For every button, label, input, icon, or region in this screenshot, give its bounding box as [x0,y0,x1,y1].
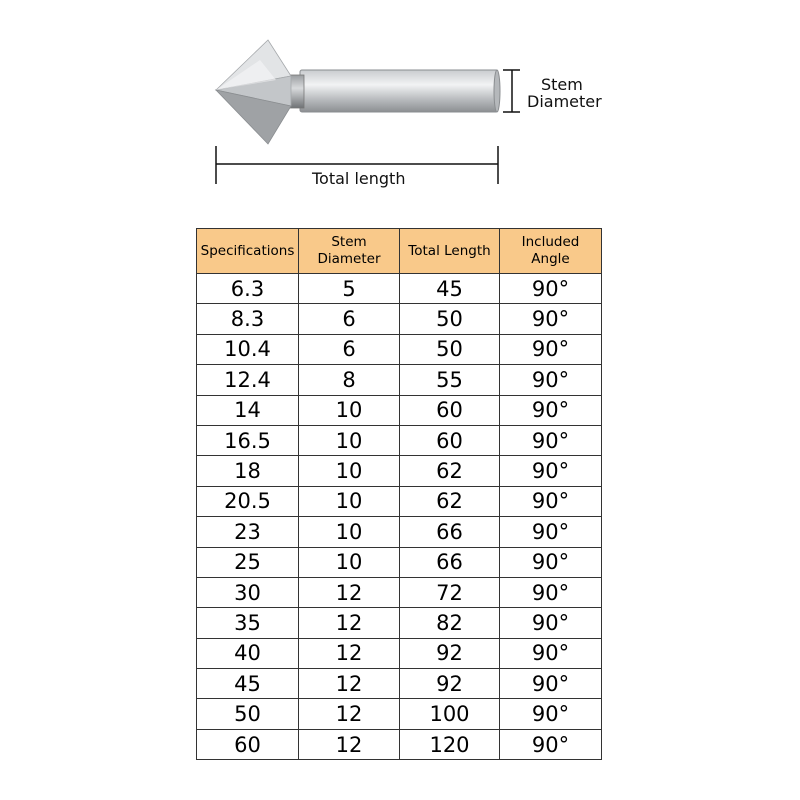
header-stem-diameter: Stem Diameter [299,229,400,274]
stem-diameter-cell: 12 [299,699,400,729]
spec-cell: 10.4 [197,334,299,364]
table-row [197,334,602,364]
stem-diameter-cell: 12 [299,577,400,607]
angle-cell: 90° [500,638,602,668]
spec-cell: 12.4 [197,365,299,395]
total-length-cell: 100 [400,699,500,729]
spec-cell: 23 [197,517,299,547]
total-length-cell: 60 [400,395,500,425]
stem-diameter-cell: 5 [299,274,400,304]
table-row [197,729,602,759]
table-row [197,304,602,334]
total-length-cell: 62 [400,456,500,486]
total-length-cell: 55 [400,365,500,395]
header-included-angle: Included Angle [500,229,602,274]
spec-cell: 6.3 [197,274,299,304]
total-length-cell: 50 [400,304,500,334]
stem-diameter-cell: 12 [299,608,400,638]
angle-cell: 90° [500,517,602,547]
stem-diameter-cell: 10 [299,425,400,455]
table-row [197,517,602,547]
header-specifications: Specifications [197,229,299,274]
angle-cell: 90° [500,577,602,607]
angle-cell: 90° [500,729,602,759]
stem-diameter-cell: 12 [299,729,400,759]
stem-diameter-cell: 10 [299,456,400,486]
angle-cell: 90° [500,425,602,455]
total-length-cell: 45 [400,274,500,304]
spec-cell: 8.3 [197,304,299,334]
table-row [197,456,602,486]
spec-cell: 35 [197,608,299,638]
table-row [197,577,602,607]
countersink-bit-illustration [216,40,500,144]
total-length-cell: 92 [400,669,500,699]
spec-cell: 20.5 [197,486,299,516]
angle-cell: 90° [500,395,602,425]
spec-cell: 40 [197,638,299,668]
stem-diameter-cell: 10 [299,547,400,577]
shank-end [494,70,500,112]
table-row [197,608,602,638]
table-row [197,425,602,455]
angle-cell: 90° [500,669,602,699]
angle-cell: 90° [500,304,602,334]
total-length-dimension [216,146,498,188]
stem-diameter-cell: 12 [299,638,400,668]
table-row [197,547,602,577]
spec-cell: 25 [197,547,299,577]
stem-diameter-dimension [503,70,602,112]
spec-cell: 50 [197,699,299,729]
total-length-label: Total length [312,169,406,188]
total-length-cell: 120 [400,729,500,759]
angle-cell: 90° [500,699,602,729]
spec-cell: 14 [197,395,299,425]
total-length-cell: 66 [400,517,500,547]
table-row [197,274,602,304]
table-row [197,486,602,516]
stem-diameter-cell: 6 [299,304,400,334]
table-header-row [197,229,602,274]
stem-label-line2: Diameter [527,92,602,111]
stem-diameter-cell: 10 [299,517,400,547]
bit-shank [300,70,498,112]
total-length-cell: 92 [400,638,500,668]
angle-cell: 90° [500,456,602,486]
angle-cell: 90° [500,547,602,577]
angle-cell: 90° [500,334,602,364]
table-row [197,699,602,729]
angle-cell: 90° [500,365,602,395]
table-row [197,395,602,425]
stem-diameter-cell: 12 [299,669,400,699]
spec-cell: 18 [197,456,299,486]
total-length-cell: 66 [400,547,500,577]
header-total-length: Total Length [400,229,500,274]
total-length-cell: 60 [400,425,500,455]
total-length-cell: 62 [400,486,500,516]
spec-cell: 30 [197,577,299,607]
specifications-table [196,228,602,760]
angle-cell: 90° [500,274,602,304]
total-length-cell: 72 [400,577,500,607]
angle-cell: 90° [500,608,602,638]
table-row [197,365,602,395]
table-row [197,669,602,699]
stem-diameter-cell: 6 [299,334,400,364]
stem-diameter-cell: 8 [299,365,400,395]
stem-label-line1: Stem [541,75,583,94]
table-row [197,638,602,668]
spec-cell: 45 [197,669,299,699]
stem-diameter-cell: 10 [299,395,400,425]
angle-cell: 90° [500,486,602,516]
spec-cell: 16.5 [197,425,299,455]
total-length-cell: 50 [400,334,500,364]
countersink-diagram [0,0,800,210]
spec-cell: 60 [197,729,299,759]
stem-diameter-cell: 10 [299,486,400,516]
total-length-cell: 82 [400,608,500,638]
